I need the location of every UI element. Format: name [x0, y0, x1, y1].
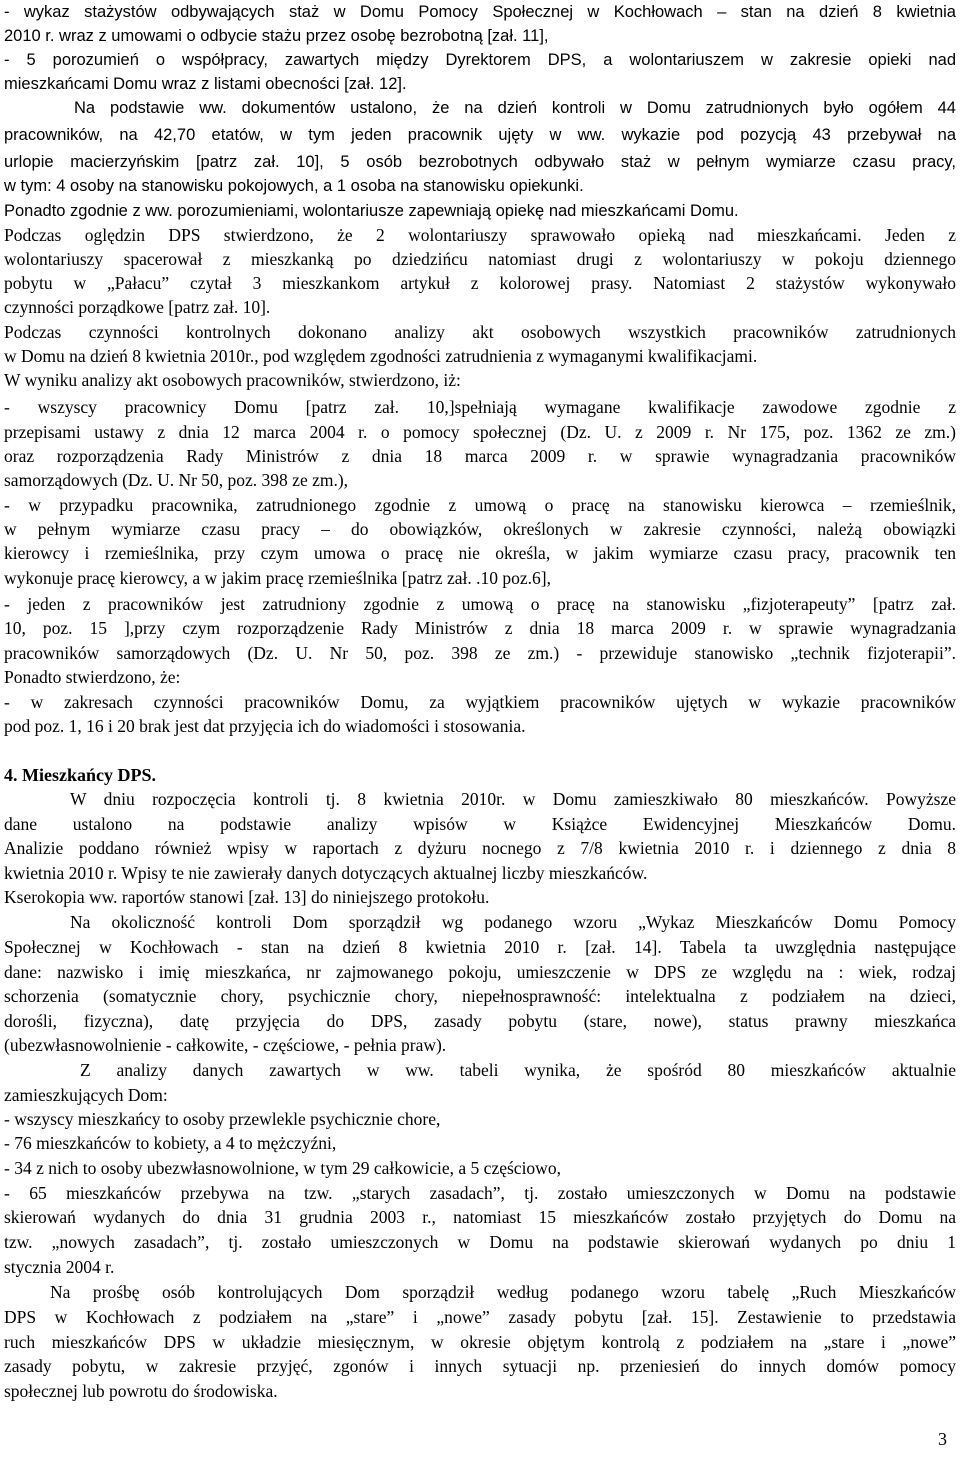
text-line: pracowników, na 42,70 etatów, w tym jeden pracownik ujęty w ww. wykazie pod pozycją 43 przebywał na: [4, 126, 956, 144]
text-line: - 5 porozumień o współpracy, zawartych między Dyrektorem DPS, a wolontariuszem w zakresie opieki nad: [4, 51, 956, 69]
text-line: przepisami ustawy z dnia 12 marca 2004 r. o pomocy społecznej (Dz. U. z 2009 r. Nr 175, poz. 1362 ze zm.): [4, 422, 956, 442]
text-line: 2010 r. wraz z umowami o odbycie stażu przez osobę bezrobotną [zał. 11],: [4, 27, 549, 45]
text-line: tzw. „nowych zasadach”, tj. zostało umieszczonych w Domu na podstawie skierowań wydanych po dniu 1: [4, 1232, 956, 1252]
text-line: Ponadto stwierdzono, że:: [4, 667, 181, 687]
text-line: Podczas oględzin DPS stwierdzono, że 2 wolontariuszy sprawowało opieką nad mieszkańcami. Jeden z: [4, 225, 956, 245]
text-line: kierowcy i rzemieślnika, przy czym umowa o pracę nie określa, w jakim wymiarze czasu pracy, pracownik ten: [4, 543, 956, 563]
section-heading: 4. Mieszkańcy DPS.: [4, 765, 156, 785]
text-line: Z analizy danych zawartych w ww. tabeli wynika, że spośród 80 mieszkańców aktualnie: [80, 1060, 956, 1080]
text-line: mieszkańcami Domu wraz z listami obecności [zał. 12].: [4, 75, 407, 93]
text-line: dane ustalono na podstawie analizy wpisów w Książce Ewidencyjnej Mieszkańców Domu.: [4, 814, 956, 834]
text-line: wykonuje pracę kierowcy, a w jakim pracę rzemieślnika [patrz zał. .10 poz.6],: [4, 568, 551, 588]
text-line: samorządowych (Dz. U. Nr 50, poz. 398 ze zm.),: [4, 470, 349, 490]
text-line: czynności porządkowe [patrz zał. 10].: [4, 297, 271, 317]
text-line: W wyniku analizy akt osobowych pracowników, stwierdzono, iż:: [4, 370, 461, 390]
text-line: społecznej lub powrotu do środowiska.: [4, 1381, 278, 1401]
text-line: - w przypadku pracownika, zatrudnionego zgodnie z umową o pracę na stanowisku kierowca – rzemieślnik,: [4, 495, 956, 515]
text-line: pod poz. 1, 16 i 20 brak jest dat przyjęcia ich do wiadomości i stosowania.: [4, 716, 526, 736]
text-line: 10, poz. 15 ],przy czym rozporządzenie Rady Ministrów z dnia 18 marca 2009 r. w sprawie wynagradzania: [4, 618, 956, 638]
text-line: w pełnym wymiarze czasu pracy – do obowiązków, określonych w zakresie czynności, należą obowiązki: [4, 519, 956, 539]
text-line: Na podstawie ww. dokumentów ustalono, że na dzień kontroli w Domu zatrudnionych było ogółem 44: [74, 99, 956, 117]
text-line: zamieszkujących Dom:: [4, 1085, 168, 1105]
text-line: urlopie macierzyńskim [patrz zał. 10], 5 osób bezrobotnych odbywało staż w pełnym wymiarze czasu pracy,: [4, 153, 956, 171]
text-line: kwietnia 2010 r. Wpisy te nie zawierały danych dotyczących aktualnej liczby mieszkańców.: [4, 863, 648, 883]
text-line: pracowników samorządowych (Dz. U. Nr 50, poz. 398 ze zm.) - przewiduje stanowisko „technik fizjoterapii”.: [4, 643, 956, 663]
text-line: DPS w Kochłowach z podziałem na „stare” i „nowe” zasady pobytu [zał. 15]. Zestawienie to przedstawia: [4, 1307, 956, 1327]
text-line: zasady pobytu, w zakresie przyjęć, zgonów i innych sytuacji np. przeniesień do innych domów pomocy: [4, 1356, 956, 1376]
text-line: - jeden z pracowników jest zatrudniony zgodnie z umową o pracę na stanowisku „fizjoterapeuty” [patrz zał.: [4, 594, 956, 614]
page-number: 3: [938, 1429, 947, 1449]
text-line: dane: nazwisko i imię mieszkańca, nr zajmowanego pokoju, umieszczenie w DPS ze względu na : wiek, rodzaj: [4, 962, 956, 982]
text-line: Kserokopia ww. raportów stanowi [zał. 13] do niniejszego protokołu.: [4, 887, 490, 907]
list-item: - wszyscy mieszkańcy to osoby przewlekle psychicznie chore,: [4, 1109, 441, 1129]
text-line: dorośli, fizyczna), datę przyjęcia do DPS, zasady pobytu (stare, nowe), status prawny mieszkańca: [4, 1011, 956, 1031]
text-line: - w zakresach czynności pracowników Domu, za wyjątkiem pracowników ujętych w wykazie pracowników: [4, 692, 956, 712]
text-line: Podczas czynności kontrolnych dokonano analizy akt osobowych wszystkich pracowników zatrudnionych: [4, 322, 956, 342]
text-line: - wykaz stażystów odbywających staż w Domu Pomocy Społecznej w Kochłowach – stan na dzień 8 kwietnia: [4, 3, 956, 21]
text-line: (ubezwłasnowolnienie - całkowite, - częściowe, - pełnia praw).: [4, 1035, 447, 1055]
text-line: pobytu w „Pałacu” czytał 3 mieszkankom artykuł z kolorowej prasy. Natomiast 2 stażystów wykonywało: [4, 273, 956, 293]
text-line: stycznia 2004 r.: [4, 1257, 115, 1277]
text-line: w Domu na dzień 8 kwietnia 2010r., pod względem zgodności zatrudnienia z wymaganymi kwalifikacjami.: [4, 346, 758, 366]
text-line: Na prośbę osób kontrolujących Dom sporządził według podanego wzoru tabelę „Ruch Mieszkańców: [50, 1282, 956, 1302]
text-line: schorzenia (somatycznie chory, psychicznie chory, niepełnosprawność: intelektualna z podziałem na dzieci,: [4, 986, 956, 1006]
text-line: - wszyscy pracownicy Domu [patrz zał. 10,]spełniają wymagane kwalifikacje zawodowe zgodnie z: [4, 397, 956, 417]
text-line: oraz rozporządzenia Rady Ministrów z dnia 18 marca 2009 r. w sprawie wynagradzania pracowników: [4, 446, 956, 466]
text-line: ruch mieszkańców DPS w układzie miesięcznym, w okresie objętym kontrolą z podziałem na „stare i „nowe”: [4, 1332, 956, 1352]
text-line: w tym: 4 osoby na stanowisku pokojowych, a 1 osoba na stanowisku opiekunki.: [4, 177, 584, 195]
text-line: W dniu rozpoczęcia kontroli tj. 8 kwietnia 2010r. w Domu zamieszkiwało 80 mieszkańców. Powyższe: [70, 789, 956, 809]
list-item: - 34 z nich to osoby ubezwłasnowolnione, w tym 29 całkowicie, a 5 częściowo,: [4, 1158, 561, 1178]
text-line: Społecznej w Kochłowach - stan na dzień 8 kwietnia 2010 r. [zał. 14]. Tabela ta uwzględnia następujące: [4, 937, 956, 957]
text-line: skierowań wydanych do dnia 31 grudnia 2003 r., natomiast 15 mieszkańców zostało przyjętych do Domu na: [4, 1207, 956, 1227]
text-line: Ponadto zgodnie z ww. porozumieniami, wolontariusze zapewniają opiekę nad mieszkańcami Domu.: [4, 202, 739, 220]
text-line: Analizie poddano również wpisy w raportach z dyżuru nocnego z 7/8 kwietnia 2010 r. i dziennego z dnia 8: [4, 838, 956, 858]
list-item: - 76 mieszkańców to kobiety, a 4 to mężczyźni,: [4, 1133, 337, 1153]
list-item: - 65 mieszkańców przebywa na tzw. „starych zasadach”, tj. zostało umieszczonych w Domu na podstawie: [4, 1183, 956, 1203]
text-line: wolontariuszy spacerował z mieszkanką po dziedzińcu natomiast drugi z wolontariuszy w pokoju dziennego: [4, 249, 956, 269]
text-line: Na okoliczność kontroli Dom sporządził wg podanego wzoru „Wykaz Mieszkańców Domu Pomocy: [70, 912, 956, 932]
